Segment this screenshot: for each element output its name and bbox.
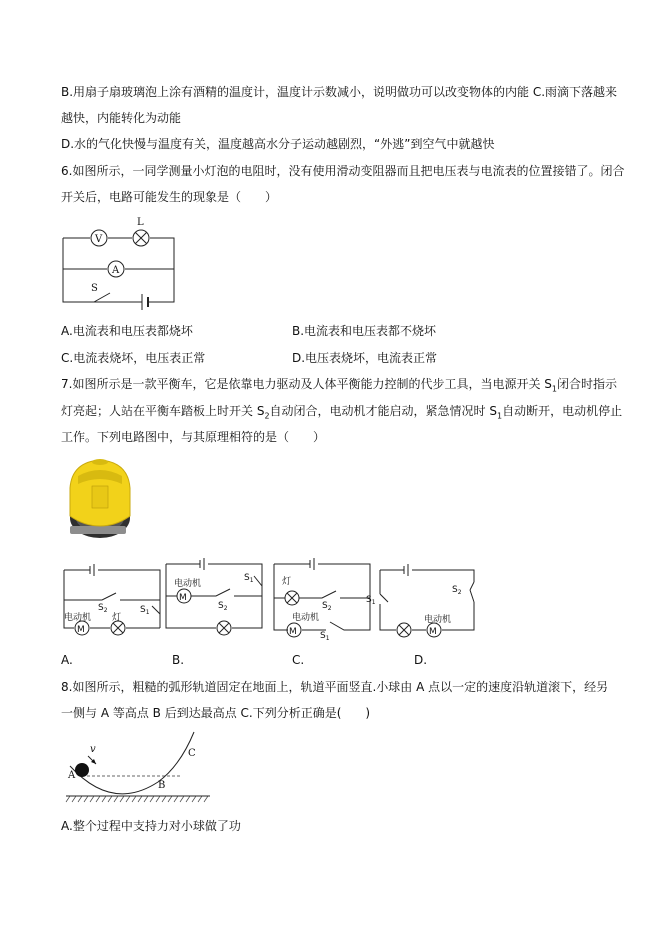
svg-text:L: L	[137, 217, 144, 228]
q6-stem-line1: 6.如图所示，一同学测量小灯泡的电阻时，没有使用滑动变阻器而且把电压表与电流表的位置接错了。闭合	[61, 164, 625, 178]
svg-text:M: M	[179, 593, 187, 603]
lamp-symbol	[397, 623, 411, 637]
svg-text:S2: $S_2$	[218, 601, 228, 612]
lamp-symbol	[217, 621, 231, 635]
q8-stem-line1: 8.如图所示，粗糙的弧形轨道固定在地面上，轨道平面竖直.小球由 A 点以一定的速度沿轨道滚下，经另	[61, 680, 609, 694]
q7-circuit-b	[164, 558, 264, 638]
svg-text:S2: $S_2$	[322, 601, 332, 612]
q7-choice-d-label: D.	[414, 653, 428, 667]
q7-circuit-a	[62, 562, 162, 642]
svg-text:电动机: 电动机	[424, 615, 452, 625]
svg-text:S1: $S_1$	[366, 595, 376, 606]
svg-text:电动机: 电动机	[292, 613, 320, 623]
balance-scooter-image	[60, 456, 138, 542]
voltmeter-symbol	[91, 230, 107, 246]
battery-symbol	[142, 294, 148, 310]
q6-circuit-diagram	[60, 214, 180, 304]
q5-option-b-line2: 越快，内能转化为动能	[61, 111, 182, 125]
motor-symbol	[177, 589, 191, 603]
svg-text:电动机: 电动机	[174, 579, 202, 589]
svg-text:S1: $S_1$	[244, 573, 254, 584]
svg-text:灯: 灯	[282, 577, 292, 587]
motor-symbol	[427, 623, 441, 637]
q7-circuit-d	[366, 564, 478, 638]
motor-symbol	[287, 623, 301, 637]
svg-text:V: V	[95, 234, 103, 245]
svg-text:A: A	[68, 770, 76, 781]
svg-text:灯: 灯	[112, 613, 122, 623]
svg-text:S: S	[91, 283, 98, 294]
q7-circuit-c	[272, 558, 372, 640]
q8-option-a: A.整个过程中支持力对小球做了功	[61, 819, 241, 833]
q5-option-d: D.水的气化快慢与温度有关，温度越高水分子运动越剧烈，“外逃”到空气中就越快	[61, 137, 495, 151]
lamp-symbol	[285, 591, 299, 605]
svg-text:M: M	[77, 625, 85, 635]
q5-option-b-line1: B.用扇子扇玻璃泡上涂有酒精的温度计，温度计示数减小，说明做功可以改变物体的内能 C.雨滴下落越来	[61, 85, 618, 99]
q7-choice-b-label: B.	[172, 653, 185, 667]
q6-stem-line2: 开关后，电路可能发生的现象是（ ）	[61, 190, 278, 204]
svg-text:S2: $S_2$	[98, 603, 108, 614]
svg-text:M: M	[289, 627, 297, 637]
q6-option-c: C.电流表烧坏，电压表正常	[61, 351, 206, 365]
motor-symbol	[75, 621, 89, 635]
svg-text:电动机: 电动机	[64, 613, 92, 623]
q7-choice-c-label: C.	[292, 653, 305, 667]
q8-track-diagram	[62, 730, 212, 802]
svg-text:S2: $S_2$	[452, 585, 462, 596]
q6-option-a: A.电流表和电压表都烧坏	[61, 324, 193, 338]
svg-text:C: C	[188, 748, 196, 759]
q6-option-d: D.电压表烧坏，电流表正常	[292, 351, 438, 365]
ammeter-symbol	[108, 261, 124, 277]
q7-stem-line1: 7.如图所示是一款平衡车，它是依靠电力驱动及人体平衡能力控制的代步工具，当电源开关 $S_1$闭合时指示	[61, 377, 617, 394]
lamp-symbol	[111, 621, 125, 635]
switch-symbol	[82, 283, 132, 302]
svg-text:B: B	[158, 780, 166, 791]
svg-text:S1: $S_1$	[140, 605, 150, 616]
lamp-symbol	[133, 217, 149, 246]
svg-text:A: A	[112, 265, 120, 276]
svg-text:v: v	[90, 744, 96, 755]
svg-text:M: M	[429, 627, 437, 637]
q7-choice-a-label: A.	[61, 653, 73, 667]
svg-text:S1: $S_1$	[320, 631, 330, 642]
q6-option-b: B.电流表和电压表都不烧坏	[292, 324, 437, 338]
q7-stem-line2: 灯亮起；人站在平衡车踏板上时开关 $S_2$自动闭合，电动机才能启动，紧急情况时 $S_1$自动断开，电动机停止	[61, 404, 623, 421]
q7-stem-line3: 工作。下列电路图中，与其原理相符的是（ ）	[61, 430, 326, 444]
q8-stem-line2: 一侧与 A 等高点 B 后到达最高点 C.下列分析正确是( )	[61, 706, 371, 720]
